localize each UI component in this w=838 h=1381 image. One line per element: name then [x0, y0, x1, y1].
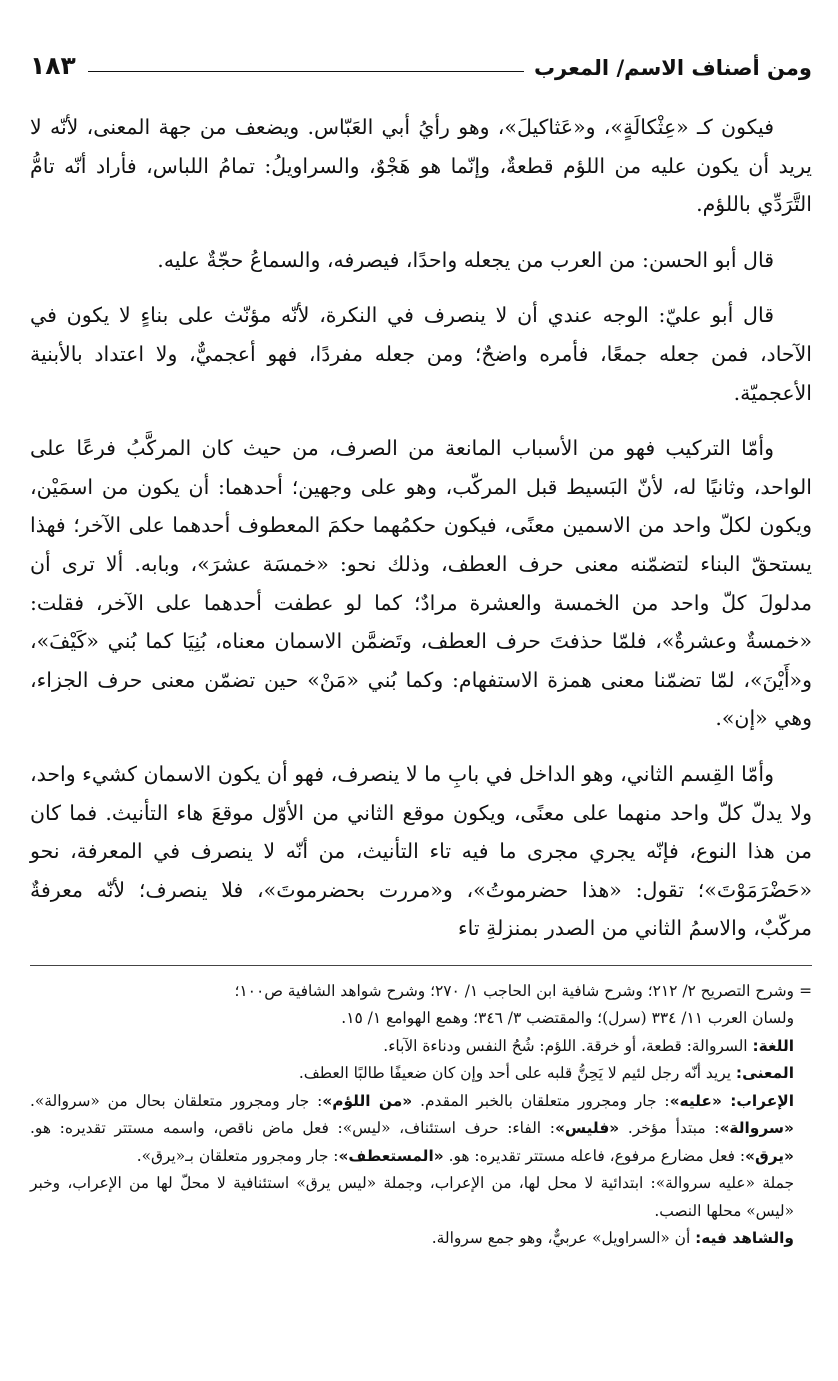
page-number: ١٨٣ — [30, 51, 76, 80]
footnote-text: : الفاء: حرف استئناف، «ليس»: فعل ماض ناقص، واسمه مستتر تقديره: هو. — [30, 1119, 555, 1138]
footnote-text: السروالة: قطعة، أو خرقة. اللؤم: شُحُ النفس ودناءة الآباء. — [383, 1036, 753, 1055]
footnote-term: «عليه» — [669, 1091, 731, 1110]
paragraph: قال أبو عليّ: الوجه عندي أن لا ينصرف في النكرة، لأنّه مؤنّث على بناءٍ لا يكون في الآحاد، فمن جعله جمعًا، فأمره واضحٌ؛ ومن جعله مفردًا، فهو أعجميٌّ، ولا اعتداد بالأبنية الأعجميّة. — [30, 303, 812, 405]
running-title: ومن أصناف الاسم/ المعرب — [533, 56, 812, 80]
footnote-lugha — [30, 1033, 812, 1061]
footnote-label: الإعراب: — [730, 1091, 795, 1110]
footnotes — [30, 978, 812, 1253]
footnote-text: : مبتدأ مؤخر. — [619, 1119, 720, 1138]
footnote-text: : جار ومجرور متعلقان بحال من «سروالة». — [30, 1091, 323, 1110]
footnote-sources — [30, 978, 812, 1033]
header-rule — [88, 71, 524, 72]
footnote-irab — [30, 1088, 812, 1171]
footnote-text: : جار ومجرور متعلقان بالخبر المقدم. — [412, 1091, 670, 1110]
footnote-marker: = — [799, 981, 812, 1000]
paragraph: قال أبو الحسن: من العرب من يجعله واحدًا، فيصرفه، والسماعُ حجّةٌ عليه. — [157, 247, 774, 272]
footnote-text: : جار ومجرور متعلقان بـ«يرق». — [136, 1146, 339, 1165]
book-page — [30, 40, 812, 1253]
paragraph: وأمّا القِسم الثاني، وهو الداخل في بابِ ما لا ينصرف، فهو أن يكون الاسمان كشيء واحد، ولا يدلّ كلّ واحد منهما على معنًى، ويكون موقع الثاني من الأوّل موقعَ هاء التأنيث. فما كان من هذا النوع، فإنّه يجري مجرى ما فيه تاء التأنيث، من أنّه لا ينصرف في المعرفة، نحو «حَضْرَمَوْتَ»؛ تقول: «هذا حضرموتُ»، و«مررت بحضرموتَ»، فلا ينصرف؛ لأنّه معرفةٌ مركّبٌ، والاسمُ الثاني من الصدر بمنزلةِ تاء — [30, 761, 812, 941]
footnote-term: «يرق» — [745, 1146, 794, 1165]
footnote-label: المعنى: — [735, 1064, 794, 1083]
main-text — [30, 108, 812, 948]
footnote-jumla: جملة «عليه سروالة»: ابتدائية لا محل لها، من الإعراب، وجملة «ليس يرق» استئنافية لا محلّ لها من الإعراب، وخبر «ليس» محلها النصب. — [30, 1174, 794, 1220]
footnote-shahid — [30, 1225, 812, 1253]
footnote-term: «سروالة» — [719, 1119, 794, 1138]
footnote-text: يريد أنّه رجل لئيم لا يَحِنُّ قلبه على أحد وإن كان ضعيفًا طالبًا العطف. — [298, 1064, 736, 1083]
footnote-text: : فعل مضارع مرفوع، فاعله مستتر تقديره: هو. — [443, 1146, 745, 1165]
running-header — [30, 40, 812, 80]
footnote-term: «من اللؤم» — [322, 1091, 413, 1110]
footnote-term: «المستعطف» — [338, 1146, 444, 1165]
footnote-term: «فليس» — [554, 1119, 620, 1138]
footnote-label: اللغة: — [752, 1036, 794, 1055]
footnote-maana — [30, 1060, 812, 1088]
footnote-text: أن «السراويل» عربيٌّ، وهو جمع سروالة. — [431, 1229, 696, 1248]
paragraph: فيكون كـ «عِثْكالَةٍ»، و«عَثاكيلَ»، وهو رأيُ أبي العَبّاس. ويضعف من جهة المعنى، لأنّه لا يريد أن يكون عليه من اللؤم قطعةٌ، وإنّما هو هَجْوٌ، والسراويلُ: تمامُ اللباس، فأراد أنّه تامُّ التَّرَدِّي باللؤم. — [30, 115, 812, 217]
footnote-separator — [30, 965, 812, 966]
paragraph: وأمّا التركيب فهو من الأسباب المانعة من الصرف، من حيث كان المركَّبُ فرعًا على الواحد، وثانيًا له، لأنّ البَسيط قبل المركّب، وهو على وجهين؛ أحدهما: أن يكون من اسمَيْن، ويكون لكلّ واحد من الاسمين معنًى، فيكون حكمُهما حكمَ المعطوف أحدهما على الآخر؛ فهذا يستحقّ البناء لتضمّنه معنى حرف العطف، وذلك نحو: «خمسَة عشرَ»، وبابه. ألا ترى أن مدلولَ كلّ واحد من الخمسة والعشرة مرادٌ؛ كما لو عطفت أحدهما على الآخر، فقلت: «خمسةٌ وعشرةٌ»، فلمّا حذفتَ حرف العطف، وتَضمَّن الاسمان معناه، بُنِيَا كما بُني «كَيْفَ»، و«أَيْنَ»، لمّا تضمّنا معنى همزة الاستفهام: وكما بُني «مَنْ» حين تضمّن معنى حرف الجزاء، وهي «إن». — [30, 436, 812, 731]
footnote-label: والشاهد فيه: — [695, 1229, 794, 1248]
footnote-line: ولسان العرب ١١/ ٣٣٤ (سرل)؛ والمقتضب ٣/ ٣٤٦؛ وهمع الهوامع ١/ ١٥. — [341, 1009, 794, 1028]
footnote-line: وشرح التصريح ٢/ ٢١٢؛ وشرح شافية ابن الحاجب ١/ ٢٧٠؛ وشرح شواهد الشافية ص١٠٠؛ — [234, 981, 794, 1000]
